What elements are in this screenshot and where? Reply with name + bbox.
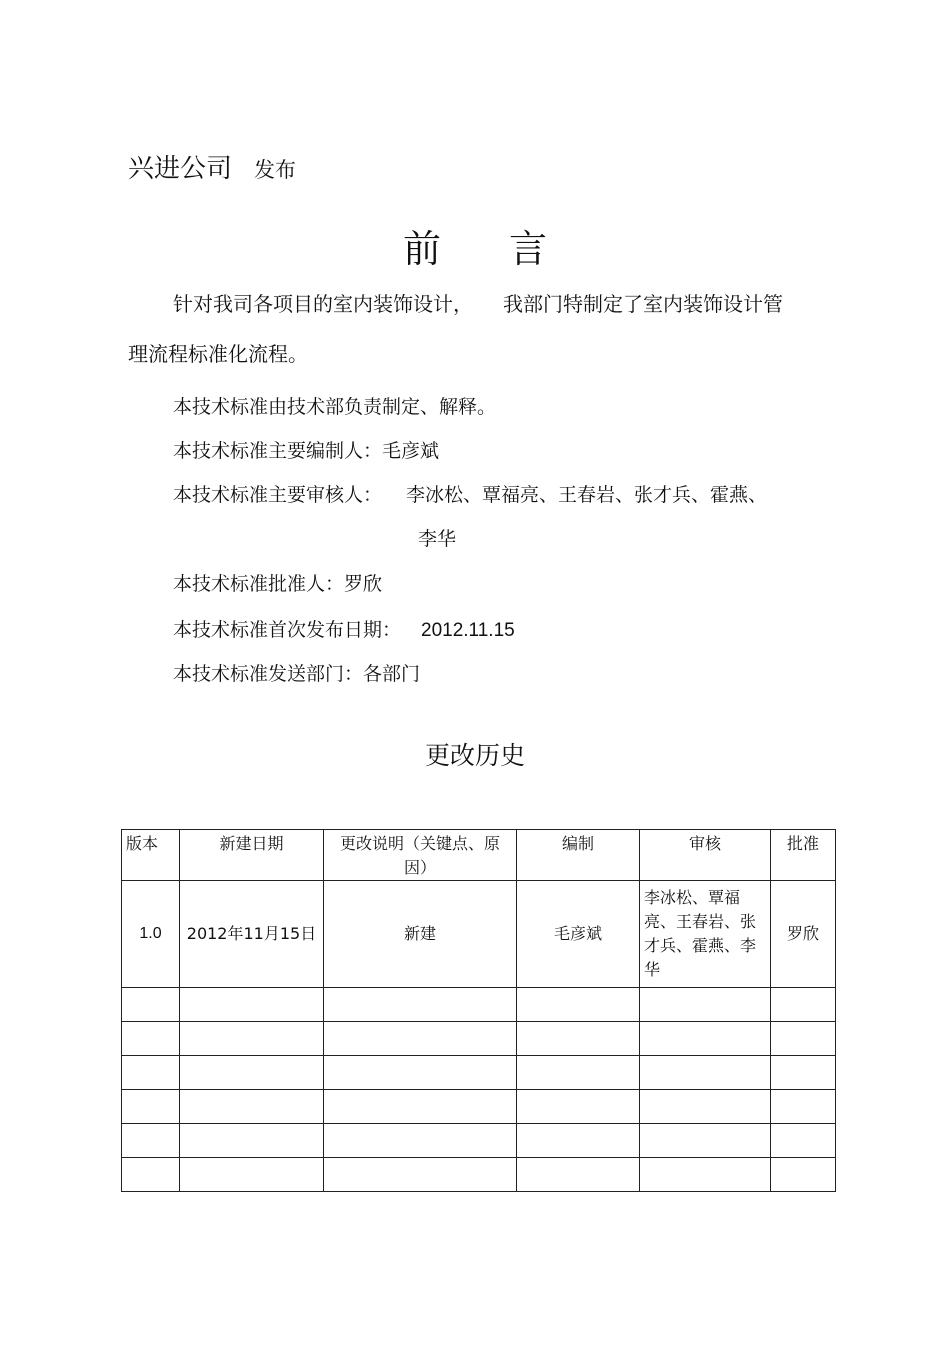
author-value: 毛彦斌 [382,440,440,462]
history-title: 更改历史 [424,741,525,770]
cell-reviewers: 李冰松、覃福亮、王春岩、张才兵、霍燕、李华 [640,881,771,988]
intro-text-part2: 我部门特制定了室内装饰设计管 [503,292,783,316]
release-date-label: 本技术标准首次发布日期： [173,619,402,641]
col-description-header: 更改说明（关键点、原因） [324,830,517,881]
approver-label: 本技术标准批准人： [173,573,345,595]
approver-value: 罗欣 [344,573,383,595]
table-row [122,1056,836,1090]
author-line [173,436,439,463]
intro-paragraph-line1 [173,288,783,317]
company-name: 兴进公司 [128,154,233,184]
responsibility-text: 本技术标准由技术部负责制定、解释。 [173,396,497,418]
publish-label: 发布 [254,158,297,182]
publisher-line [128,148,296,188]
responsibility-line [173,392,496,419]
reviewers-label: 本技术标准主要审核人： [173,484,383,506]
reviewers-value: 李冰松、覃福亮、王春岩、张才兵、霍燕、 [406,484,768,506]
approver-line [173,569,382,596]
col-review-header: 审核 [640,830,771,881]
table-header-row [122,830,836,881]
table-row [122,1090,836,1124]
table-row [122,1022,836,1056]
distribution-line [173,659,420,686]
intro-paragraph-line2: 理流程标准化流程。 [128,342,308,366]
reviewers-value-cont: 李华 [418,528,457,550]
col-version-header: 版本 [122,830,180,881]
intro-text-part1: 针对我司各项目的室内装饰设计， [173,292,473,316]
cell-date: 2012年11月15日 [180,881,324,988]
cell-approver: 罗欣 [771,881,836,988]
table-row [122,1158,836,1192]
author-label: 本技术标准主要编制人： [173,440,383,462]
table-row [122,1124,836,1158]
cell-author: 毛彦斌 [517,881,640,988]
cell-version: 1.0 [122,881,180,988]
history-table [121,829,836,1192]
table-row [122,881,836,988]
distribution-value: 各部门 [363,663,421,685]
table-row [122,988,836,1022]
reviewers-line [173,480,767,507]
col-date-header: 新建日期 [180,830,324,881]
release-date-line [173,615,515,642]
col-approve-header: 批准 [771,830,836,881]
release-date-value: 2012.11.15 [421,620,515,641]
col-author-header: 编制 [517,830,640,881]
cell-description: 新建 [324,881,517,988]
preface-title: 前 言 [402,227,576,271]
distribution-label: 本技术标准发送部门： [173,663,364,685]
